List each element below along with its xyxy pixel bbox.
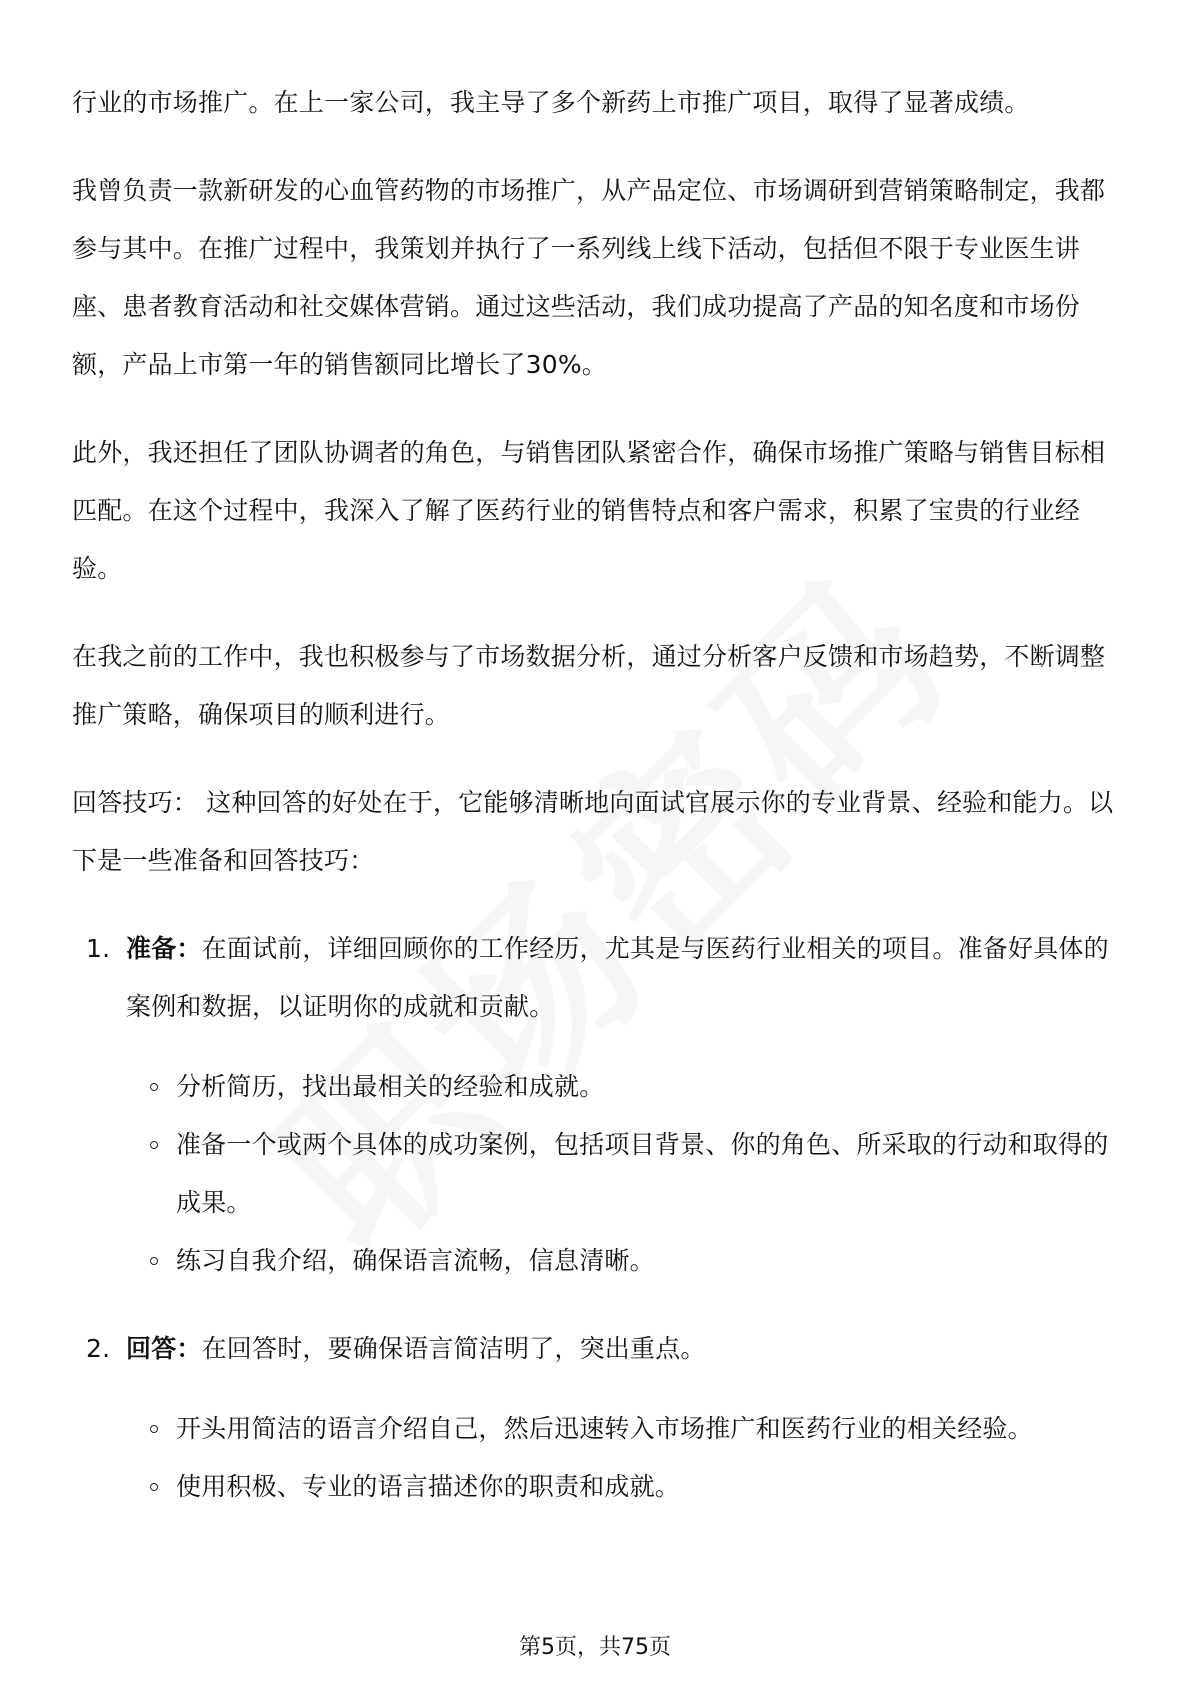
circle-bullet-icon [150, 1425, 158, 1433]
list-item [126, 1232, 1122, 1290]
tips-list [72, 920, 1122, 1516]
list-number: 1. [86, 934, 111, 963]
tip-text: 在面试前，详细回顾你的工作经历，尤其是与医药行业相关的项目。准备好具体的案例和数据，以证明你的成就和贡献。 [126, 934, 1109, 1021]
list-item [126, 1116, 1122, 1232]
tip-item-answer [72, 1320, 1122, 1516]
tip-text: 在回答时，要确保语言简洁明了，突出重点。 [201, 1334, 706, 1363]
circle-bullet-icon [150, 1083, 158, 1091]
answer-tips-intro: 回答技巧： 这种回答的好处在于，它能够清晰地向面试官展示你的专业背景、经验和能力。以下是一些准备和回答技巧： [72, 788, 1114, 875]
list-item [126, 1400, 1122, 1458]
list-item [126, 1458, 1122, 1516]
paragraph: 行业的市场推广。在上一家公司，我主导了多个新药上市推广项目，取得了显著成绩。 [72, 88, 1030, 117]
tip-title: 准备： [126, 934, 202, 963]
paragraph: 此外，我还担任了团队协调者的角色，与销售团队紧密合作，确保市场推广策略与销售目标相匹配。在这个过程中，我深入了解了医药行业的销售特点和客户需求，积累了宝贵的行业经验。 [72, 438, 1106, 583]
tip-sublist [126, 1400, 1122, 1516]
paragraph: 我曾负责一款新研发的心血管药物的市场推广，从产品定位、市场调研到营销策略制定，我都参与其中。在推广过程中，我策划并执行了一系列线上线下活动，包括但不限于专业医生讲座、患者教育活动和社交媒体营销。通过这些活动，我们成功提高了产品的知名度和市场份额，产品上市第一年的销售额同比增长了30%。 [72, 176, 1106, 379]
list-item [126, 1058, 1122, 1116]
paragraph: 在我之前的工作中，我也积极参与了市场数据分析，通过分析客户反馈和市场趋势，不断调整推广策略，确保项目的顺利进行。 [72, 642, 1106, 729]
list-item-text: 使用积极、专业的语言描述你的职责和成就。 [176, 1472, 681, 1501]
tip-item-prepare [72, 920, 1122, 1290]
document-body [72, 74, 1122, 1546]
list-item-text: 分析简历，找出最相关的经验和成就。 [176, 1072, 605, 1101]
tip-sublist [126, 1058, 1122, 1290]
circle-bullet-icon [150, 1483, 158, 1491]
circle-bullet-icon [150, 1141, 158, 1149]
list-item-text: 练习自我介绍，确保语言流畅，信息清晰。 [176, 1246, 655, 1275]
list-item-text: 开头用简洁的语言介绍自己，然后迅速转入市场推广和医药行业的相关经验。 [176, 1414, 1033, 1443]
list-number: 2. [86, 1334, 111, 1363]
tip-title: 回答： [126, 1334, 202, 1363]
circle-bullet-icon [150, 1257, 158, 1265]
page-number: 第5页，共75页 [519, 1635, 671, 1660]
list-item-text: 准备一个或两个具体的成功案例，包括项目背景、你的角色、所采取的行动和取得的成果。 [176, 1130, 1109, 1217]
